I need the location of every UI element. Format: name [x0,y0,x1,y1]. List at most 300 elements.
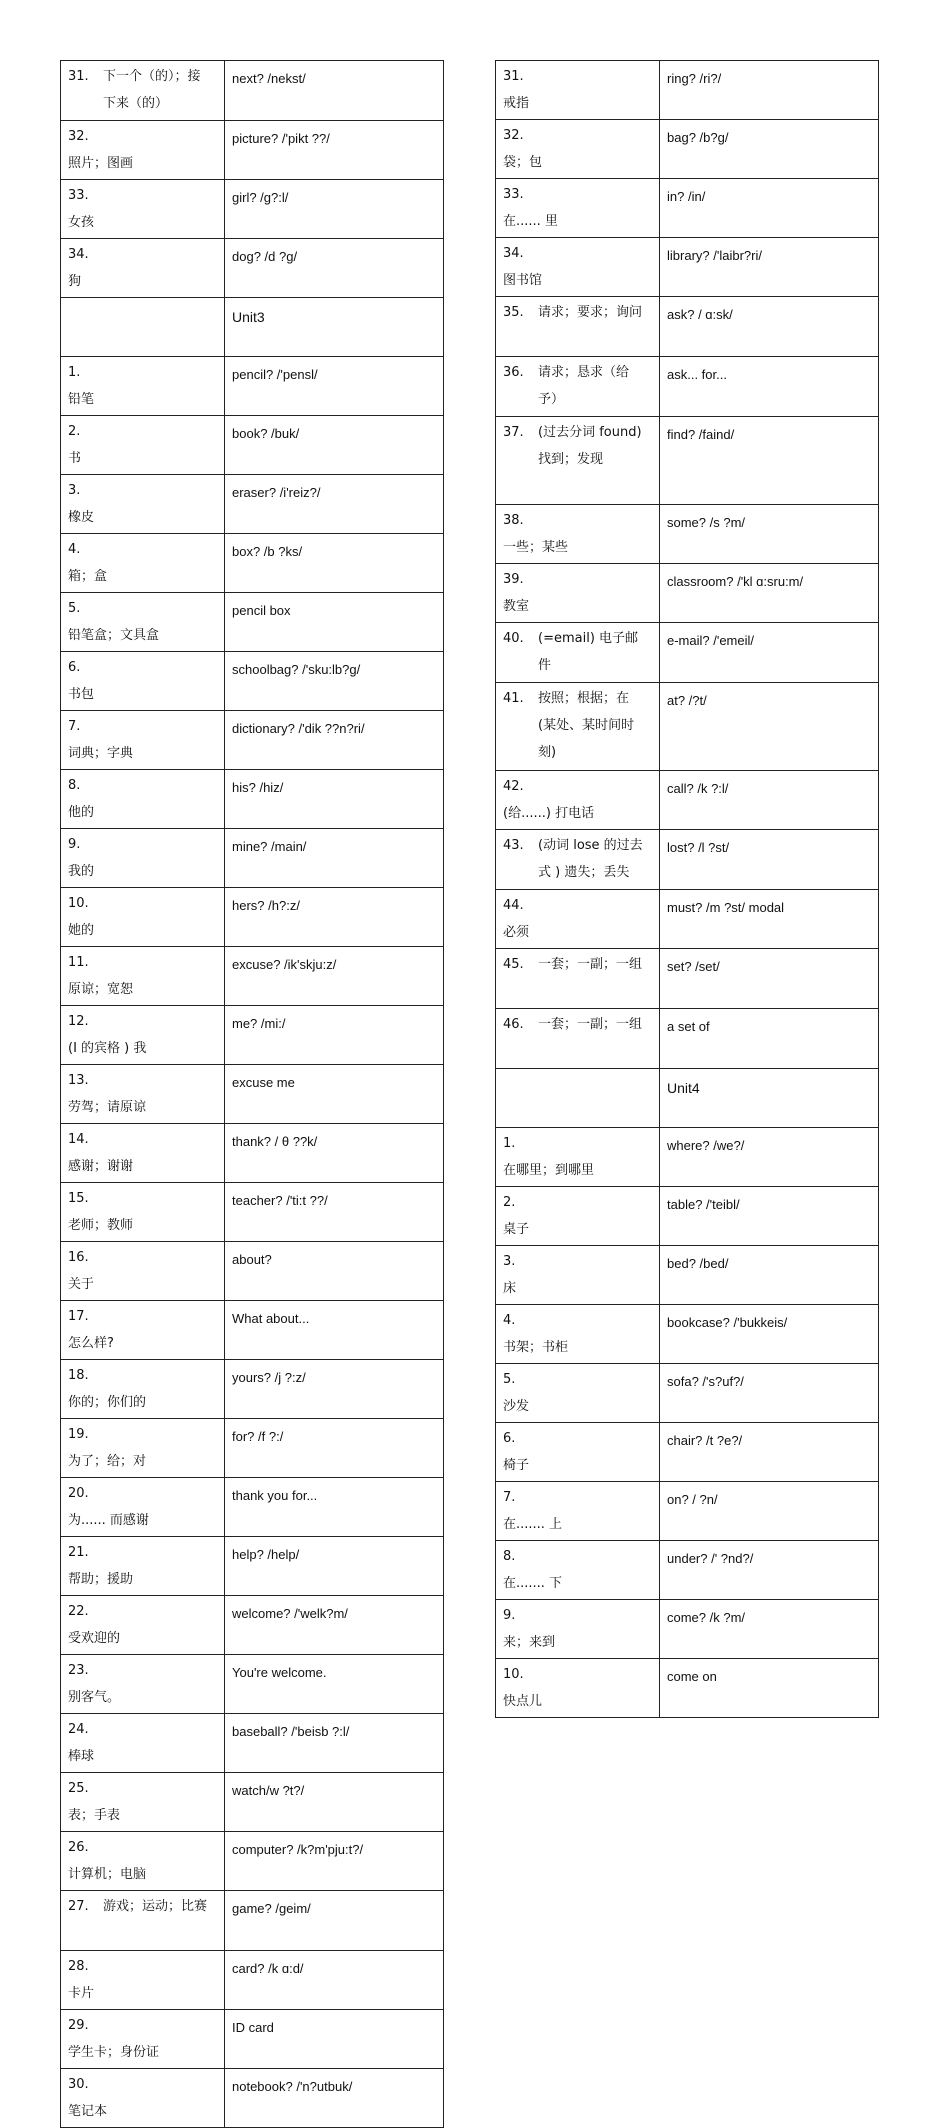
chinese-meaning: 卡片 [68,1986,95,2001]
entry-number: 19. [68,1427,89,1442]
chinese-meaning-cell [61,711,225,770]
chinese-meaning-cell [496,1659,660,1718]
chinese-meaning: 狗 [68,274,82,289]
vocab-row [61,829,444,888]
vocab-row [61,1714,444,1773]
english-word-cell: call? /k ?:l/ [660,771,879,830]
english-word-cell: eraser? /i'reiz?/ [225,475,444,534]
english-word-cell: chair? /t ?e?/ [660,1423,879,1482]
chinese-meaning-cell [496,179,660,238]
entry-number: 17. [68,1309,89,1324]
vocab-row [496,1128,879,1187]
chinese-meaning-cell [61,1537,225,1596]
vocab-row [61,1773,444,1832]
chinese-meaning: 劳驾；请原谅 [68,1100,147,1115]
chinese-meaning: 原谅；宽恕 [68,982,134,997]
english-word-cell: girl? /g?:l/ [225,180,444,239]
english-word-cell: about? [225,1242,444,1301]
chinese-meaning-cell [496,1009,660,1069]
chinese-meaning: 戒指 [503,96,530,111]
vocab-row [61,1419,444,1478]
vocab-row [496,1600,879,1659]
entry-number: 40. [503,631,524,646]
english-word-cell: classroom? /'kl ɑ:sru:m/ [660,564,879,623]
english-word-cell: bag? /b?g/ [660,120,879,179]
chinese-meaning-cell [61,1655,225,1714]
entry-number: 36. [503,365,524,380]
chinese-meaning: 女孩 [68,215,95,230]
chinese-meaning: 书包 [68,687,95,702]
entry-number: 3. [503,1254,516,1269]
chinese-meaning-cell [496,1423,660,1482]
chinese-meaning: 橡皮 [68,510,95,525]
chinese-meaning-cell [61,652,225,711]
vocab-row [61,2010,444,2069]
entry-number: 5. [503,1372,516,1387]
english-word-cell: must? /m ?st/ modal [660,890,879,949]
vocab-row [61,357,444,416]
vocab-row [61,888,444,947]
vocab-row [61,770,444,829]
entry-number: 31. [68,69,89,84]
chinese-meaning-cell [496,1600,660,1659]
chinese-meaning-cell [61,1419,225,1478]
entry-number: 39. [503,572,524,587]
english-word-cell: set? /set/ [660,949,879,1009]
entry-number: 7. [68,719,81,734]
vocab-row [61,416,444,475]
vocab-row [496,1541,879,1600]
chinese-meaning: 一套；一副；一组 [538,1017,643,1032]
entry-number: 9. [68,837,81,852]
vocab-row [496,61,879,120]
vocab-row [496,1364,879,1423]
vocab-row [496,890,879,949]
entry-number: 28. [68,1959,89,1974]
chinese-meaning: 下一个（的）；接下来（的） [103,69,201,111]
english-word-cell: sofa? /'s?uf?/ [660,1364,879,1423]
chinese-meaning-cell [496,1128,660,1187]
vocab-row [496,564,879,623]
chinese-meaning: 词典；字典 [68,746,134,761]
unit-header-row [61,298,444,357]
chinese-meaning-cell [496,1069,660,1128]
vocab-row [61,1478,444,1537]
english-word-cell: excuse? /ik'skju:z/ [225,947,444,1006]
vocab-row [61,1183,444,1242]
english-word-cell: computer? /k?m'pju:t?/ [225,1832,444,1891]
english-word-cell: for? /f ?:/ [225,1419,444,1478]
chinese-meaning-cell [496,830,660,890]
entry-number: 23. [68,1663,89,1678]
vocab-row [496,949,879,1009]
vocab-row [496,505,879,564]
chinese-meaning: 一套；一副；一组 [538,957,643,972]
chinese-meaning: 沙发 [503,1399,530,1414]
english-word-cell: watch/w ?t?/ [225,1773,444,1832]
entry-number: 16. [68,1250,89,1265]
english-word-cell: dictionary? /'dik ??n?ri/ [225,711,444,770]
english-word-cell: come on [660,1659,879,1718]
entry-number: 45. [503,957,524,972]
english-word-cell: ask... for... [660,357,879,417]
vocab-row [61,1832,444,1891]
chinese-meaning-cell [61,770,225,829]
english-word-cell: his? /hiz/ [225,770,444,829]
vocab-row [61,1360,444,1419]
chinese-meaning: 请求；要求；询问 [538,305,643,320]
chinese-meaning-cell [61,1360,225,1419]
vocab-row [496,179,879,238]
chinese-meaning: 他的 [68,805,95,820]
chinese-meaning: 必须 [503,925,530,940]
english-word-cell: e-mail? /'emeil/ [660,623,879,683]
entry-number: 21. [68,1545,89,1560]
english-word-cell: library? /'laibr?ri/ [660,238,879,297]
chinese-meaning: 计算机；电脑 [68,1867,147,1882]
entry-number: 41. [503,691,524,706]
english-word-cell: pencil box [225,593,444,652]
vocab-row [496,830,879,890]
vocab-row [61,1537,444,1596]
chinese-meaning: 照片；图画 [68,156,134,171]
chinese-meaning-cell [61,180,225,239]
chinese-meaning-cell [61,1891,225,1951]
entry-number: 34. [503,246,524,261]
vocab-row [61,1951,444,2010]
vocab-row [61,1596,444,1655]
chinese-meaning: 在...... 里 [503,214,558,229]
vocab-row [496,1246,879,1305]
english-word-cell: schoolbag? /'sku:lb?g/ [225,652,444,711]
entry-number: 2. [68,424,81,439]
entry-number: 2. [503,1195,516,1210]
chinese-meaning: 棒球 [68,1749,95,1764]
chinese-meaning: 在哪里；到哪里 [503,1163,595,1178]
english-word-cell: come? /k ?m/ [660,1600,879,1659]
english-word-cell: at? /?t/ [660,683,879,771]
chinese-meaning: 感谢；谢谢 [68,1159,134,1174]
vocab-row [61,1891,444,1951]
entry-number: 8. [68,778,81,793]
entry-number: 10. [503,1667,524,1682]
chinese-meaning: 别客气。 [68,1690,121,1705]
chinese-meaning-cell [61,2069,225,2128]
entry-number: 29. [68,2018,89,2033]
chinese-meaning: 在....... 下 [503,1576,563,1591]
chinese-meaning-cell [496,564,660,623]
entry-number: 34. [68,247,89,262]
entry-number: 42. [503,779,524,794]
entry-number: 43. [503,838,524,853]
chinese-meaning-cell [61,416,225,475]
english-word-cell: welcome? /'welk?m/ [225,1596,444,1655]
entry-number: 6. [68,660,81,675]
chinese-meaning-cell [496,1246,660,1305]
chinese-meaning-cell [61,475,225,534]
english-word-cell: find? /faind/ [660,417,879,505]
english-word-cell: lost? /l ?st/ [660,830,879,890]
chinese-meaning: 书 [68,451,82,466]
vocab-row [61,61,444,121]
entry-number: 30. [68,2077,89,2092]
vocab-row [61,1065,444,1124]
entry-number: 10. [68,896,89,911]
chinese-meaning-cell [496,949,660,1009]
vocab-table-left [60,60,444,2128]
english-word-cell: thank you for... [225,1478,444,1537]
english-word-cell: bookcase? /'bukkeis/ [660,1305,879,1364]
chinese-meaning: 床 [503,1281,517,1296]
entry-number: 15. [68,1191,89,1206]
vocab-row [496,623,879,683]
entry-number: 26. [68,1840,89,1855]
chinese-meaning: 表；手表 [68,1808,121,1823]
chinese-meaning-cell [61,2010,225,2069]
entry-number: 32. [503,128,524,143]
entry-number: 8. [503,1549,516,1564]
chinese-meaning: 游戏；运动；比赛 [103,1899,208,1914]
entry-number: 37. [503,425,524,440]
english-word-cell: You're welcome. [225,1655,444,1714]
chinese-meaning-cell [61,61,225,121]
chinese-meaning-cell [496,61,660,120]
vocab-row [61,1301,444,1360]
chinese-meaning-cell [496,623,660,683]
chinese-meaning-cell [61,1478,225,1537]
entry-number: 4. [68,542,81,557]
chinese-meaning: 在....... 上 [503,1517,563,1532]
chinese-meaning: 你的；你们的 [68,1395,147,1410]
unit-title: Unit4 [660,1069,879,1128]
vocab-row [496,1482,879,1541]
chinese-meaning-cell [61,239,225,298]
vocab-row [61,534,444,593]
chinese-meaning-cell [496,297,660,357]
chinese-meaning: 我的 [68,864,95,879]
english-word-cell: book? /buk/ [225,416,444,475]
entry-number: 25. [68,1781,89,1796]
vocab-row [496,1305,879,1364]
chinese-meaning-cell [496,238,660,297]
chinese-meaning-cell [61,947,225,1006]
english-word-cell: bed? /bed/ [660,1246,879,1305]
entry-number: 13. [68,1073,89,1088]
chinese-meaning-cell [61,1951,225,2010]
entry-number: 27. [68,1899,89,1914]
english-word-cell: dog? /d ?g/ [225,239,444,298]
chinese-meaning-cell [61,1183,225,1242]
chinese-meaning-cell [496,683,660,771]
entry-number: 7. [503,1490,516,1505]
chinese-meaning-cell [61,829,225,888]
chinese-meaning: 笔记本 [68,2104,108,2119]
chinese-meaning-cell [496,1187,660,1246]
english-word-cell: next? /nekst/ [225,61,444,121]
chinese-meaning-cell [61,298,225,357]
chinese-meaning: 来；来到 [503,1635,556,1650]
vocab-row [61,2069,444,2128]
chinese-meaning-cell [496,890,660,949]
chinese-meaning: 一些；某些 [503,540,569,555]
entry-number: 14. [68,1132,89,1147]
entry-number: 32. [68,129,89,144]
english-word-cell: notebook? /'n?utbuk/ [225,2069,444,2128]
chinese-meaning-cell [61,1242,225,1301]
chinese-meaning: 袋；包 [503,155,543,170]
english-word-cell: some? /s ?m/ [660,505,879,564]
chinese-meaning-cell [61,1124,225,1183]
vocab-row [61,239,444,298]
chinese-meaning: 为了；给；对 [68,1454,147,1469]
chinese-meaning-cell [61,534,225,593]
chinese-meaning-cell [61,1065,225,1124]
vocab-row [61,1006,444,1065]
entry-number: 4. [503,1313,516,1328]
chinese-meaning-cell [496,1541,660,1600]
english-word-cell: me? /mi:/ [225,1006,444,1065]
unit-title: Unit3 [225,298,444,357]
vocab-row [496,1009,879,1069]
vocab-row [61,121,444,180]
chinese-meaning-cell [61,888,225,947]
unit-header-row [496,1069,879,1128]
entry-number: 20. [68,1486,89,1501]
vocab-row [61,947,444,1006]
chinese-meaning: 老师；教师 [68,1218,134,1233]
english-word-cell: yours? /j ?:z/ [225,1360,444,1419]
english-word-cell: where? /we?/ [660,1128,879,1187]
vocab-row [496,771,879,830]
english-word-cell: What about... [225,1301,444,1360]
chinese-meaning-cell [61,593,225,652]
vocab-row [61,1242,444,1301]
vocab-row [496,297,879,357]
english-word-cell: ID card [225,2010,444,2069]
english-word-cell: excuse me [225,1065,444,1124]
vocab-row [61,1655,444,1714]
english-word-cell: baseball? /'beisb ?:l/ [225,1714,444,1773]
entry-number: 22. [68,1604,89,1619]
chinese-meaning: 铅笔 [68,392,95,407]
chinese-meaning: (过去分词 found) 找到；发现 [538,425,642,467]
vocab-row [61,593,444,652]
chinese-meaning: 图书馆 [503,273,543,288]
entry-number: 31. [503,69,524,84]
entry-number: 33. [68,188,89,203]
english-word-cell: pencil? /'pensl/ [225,357,444,416]
chinese-meaning: (给......) 打电话 [503,806,595,821]
chinese-meaning-cell [61,1006,225,1065]
entry-number: 38. [503,513,524,528]
entry-number: 18. [68,1368,89,1383]
entry-number: 1. [68,365,81,380]
entry-number: 11. [68,955,89,970]
entry-number: 35. [503,305,524,320]
english-word-cell: on? / ?n/ [660,1482,879,1541]
english-word-cell: teacher? /'ti:t ??/ [225,1183,444,1242]
chinese-meaning-cell [61,1714,225,1773]
entry-number: 24. [68,1722,89,1737]
chinese-meaning: 桌子 [503,1222,530,1237]
chinese-meaning-cell [61,357,225,416]
vocab-row [496,120,879,179]
chinese-meaning-cell [496,120,660,179]
chinese-meaning-cell [496,1305,660,1364]
chinese-meaning: 怎么样? [68,1336,114,1351]
entry-number: 46. [503,1017,524,1032]
vocab-row [496,683,879,771]
vocab-table-right [495,60,879,1718]
chinese-meaning: 受欢迎的 [68,1631,121,1646]
vocab-row [496,357,879,417]
chinese-meaning-cell [496,417,660,505]
entry-number: 6. [503,1431,516,1446]
chinese-meaning-cell [61,1773,225,1832]
chinese-meaning-cell [61,1301,225,1360]
english-word-cell: in? /in/ [660,179,879,238]
english-word-cell: mine? /main/ [225,829,444,888]
chinese-meaning: 铅笔盒；文具盒 [68,628,160,643]
english-word-cell: ask? / ɑ:sk/ [660,297,879,357]
vocab-row [496,417,879,505]
chinese-meaning: 书架；书柜 [503,1340,569,1355]
vocab-row [496,1423,879,1482]
entry-number: 9. [503,1608,516,1623]
chinese-meaning: 椅子 [503,1458,530,1473]
english-word-cell: card? /k ɑ:d/ [225,1951,444,2010]
chinese-meaning: 学生卡；身份证 [68,2045,160,2060]
chinese-meaning: 关于 [68,1277,95,1292]
vocab-row [496,1659,879,1718]
vocab-row [61,475,444,534]
chinese-meaning-cell [496,357,660,417]
entry-number: 3. [68,483,81,498]
chinese-meaning: 帮助；援助 [68,1572,134,1587]
chinese-meaning: (动词 lose 的过去式 ) 遗失；丢失 [538,838,643,880]
english-word-cell: table? /'teibl/ [660,1187,879,1246]
chinese-meaning-cell [496,505,660,564]
english-word-cell: thank? / θ ??k/ [225,1124,444,1183]
english-word-cell: hers? /h?:z/ [225,888,444,947]
entry-number: 33. [503,187,524,202]
chinese-meaning: 请求；恳求（给予） [538,365,630,407]
chinese-meaning: (I 的宾格 ) 我 [68,1041,147,1056]
vocab-row [61,180,444,239]
chinese-meaning-cell [496,771,660,830]
entry-number: 5. [68,601,81,616]
vocab-row [496,1187,879,1246]
english-word-cell: help? /help/ [225,1537,444,1596]
chinese-meaning: 快点儿 [503,1694,543,1709]
chinese-meaning-cell [496,1364,660,1423]
entry-number: 1. [503,1136,516,1151]
chinese-meaning: 箱；盒 [68,569,108,584]
chinese-meaning-cell [61,1832,225,1891]
chinese-meaning-cell [61,121,225,180]
chinese-meaning-cell [61,1596,225,1655]
chinese-meaning: 按照；根据；在 (某处、某时间时刻) [538,691,635,760]
chinese-meaning-cell [496,1482,660,1541]
entry-number: 44. [503,898,524,913]
english-word-cell: box? /b ?ks/ [225,534,444,593]
vocab-row [61,711,444,770]
chinese-meaning: 她的 [68,923,95,938]
entry-number: 12. [68,1014,89,1029]
english-word-cell: a set of [660,1009,879,1069]
vocab-row [61,1124,444,1183]
english-word-cell: ring? /ri?/ [660,61,879,120]
